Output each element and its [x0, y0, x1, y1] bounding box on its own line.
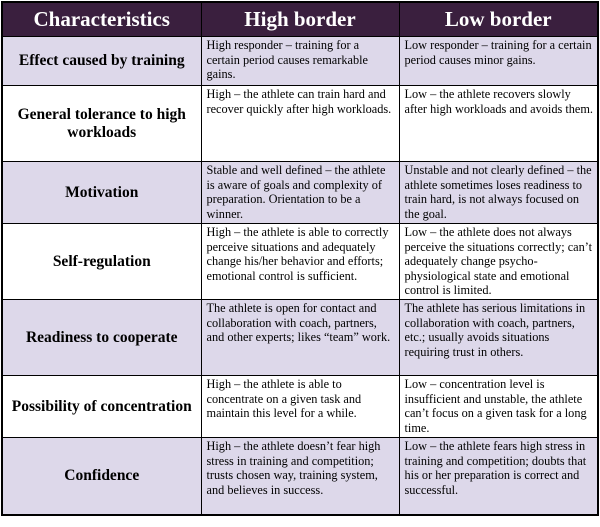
row-characteristic: Confidence — [2, 438, 201, 515]
row-high-border: High – the athlete is able to concentrate on a given task and maintain this level for a while. — [201, 376, 399, 438]
row-characteristic: Effect caused by training — [2, 37, 201, 86]
characteristics-table-wrapper — [1, 1, 597, 516]
row-characteristic: Self-regulation — [2, 224, 201, 300]
row-low-border: Low – the athlete does not always perceive the situations correctly; can’t adequately change psycho-physiological state and emotional control is limited. — [399, 224, 598, 300]
table-row — [2, 86, 598, 162]
row-low-border: Low – the athlete recovers slowly after high workloads and avoids them. — [399, 86, 598, 162]
table-row — [2, 438, 598, 515]
table-row — [2, 224, 598, 300]
row-low-border: The athlete has serious limitations in collaboration with coach, partners, etc.; usually avoids situations requiring trust in others. — [399, 300, 598, 376]
row-high-border: High – the athlete is able to correctly perceive situations and adequately change his/her behavior and efforts; emotional control is sufficient. — [201, 224, 399, 300]
row-characteristic: Motivation — [2, 162, 201, 224]
row-high-border: The athlete is open for contact and collaboration with coach, partners, and other experts; likes “team” work. — [201, 300, 399, 376]
row-low-border: Low – the athlete fears high stress in training and competition; doubts that his or her preparation is correct and successful. — [399, 438, 598, 515]
header-low-border: Low border — [399, 2, 598, 37]
row-low-border: Low responder – training for a certain period causes minor gains. — [399, 37, 598, 86]
row-high-border: High responder – training for a certain period causes remarkable gains. — [201, 37, 399, 86]
row-characteristic: Possibility of concentration — [2, 376, 201, 438]
table-row — [2, 376, 598, 438]
table-header-row — [2, 2, 598, 37]
row-low-border: Unstable and not clearly defined – the athlete sometimes loses readiness to train hard, is not always focused on the goal. — [399, 162, 598, 224]
row-low-border: Low – concentration level is insufficient and unstable, the athlete can’t focus on a given task for a long time. — [399, 376, 598, 438]
characteristics-table — [1, 1, 599, 516]
table-row — [2, 162, 598, 224]
row-characteristic: Readiness to cooperate — [2, 300, 201, 376]
row-high-border: High – the athlete doesn’t fear high stress in training and competition; trusts chosen way, training system, and believes in success. — [201, 438, 399, 515]
row-characteristic: General tolerance to high workloads — [2, 86, 201, 162]
row-high-border: High – the athlete can train hard and recover quickly after high workloads. — [201, 86, 399, 162]
header-characteristics: Characteristics — [2, 2, 201, 37]
table-row — [2, 300, 598, 376]
row-high-border: Stable and well defined – the athlete is aware of goals and complexity of preparation. Orientation to be a winner. — [201, 162, 399, 224]
header-high-border: High border — [201, 2, 399, 37]
table-row — [2, 37, 598, 86]
